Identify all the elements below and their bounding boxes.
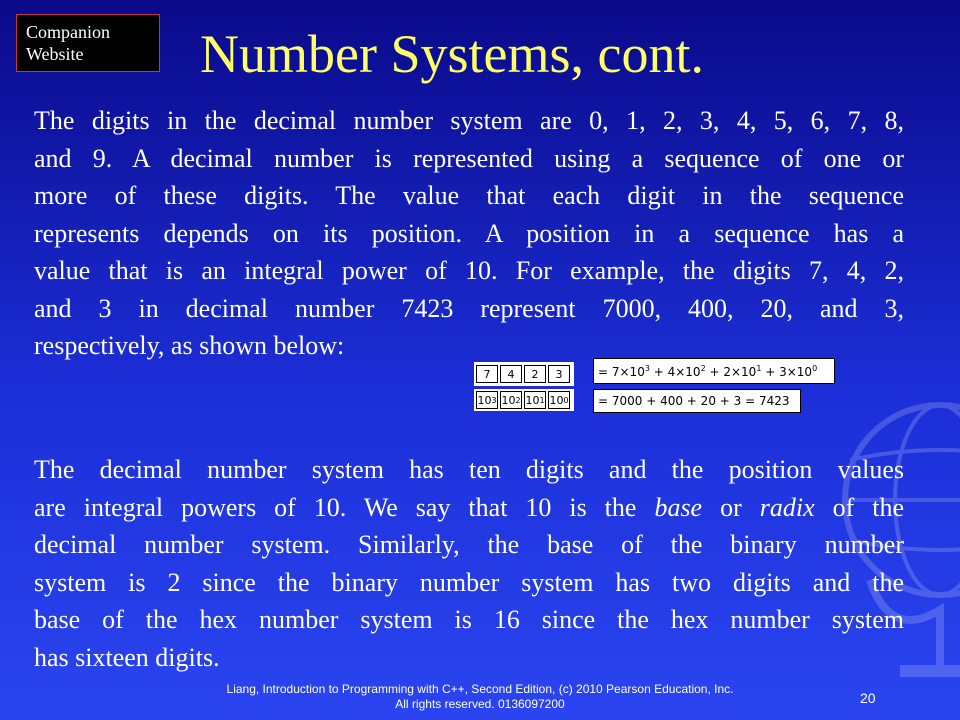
companion-line1: Companion xyxy=(26,22,110,42)
footer-line1: Liang, Introduction to Programming with C++, Second Edition, (c) 2010 Pearson Education, Inc. xyxy=(226,682,734,696)
eq1-term: + 4×10 xyxy=(649,365,701,379)
eq1-term: + 2×10 xyxy=(705,365,757,379)
p2-line: base of the hex number system is 16 since the hex number system xyxy=(34,605,904,634)
p1-line: value that is an integral power of 10. For example, the digits 7, 4, 2, xyxy=(34,256,904,285)
digit-cell: 7 xyxy=(476,365,498,383)
eq1-exp: 0 xyxy=(812,364,818,373)
term-radix: radix xyxy=(759,492,815,522)
power-exponent: 2 xyxy=(515,395,521,405)
p1-line: represents depends on its position. A position in a sequence has a xyxy=(34,218,904,248)
p2-text: are integral powers of 10. We say that 10 is the xyxy=(34,492,655,522)
power-cell xyxy=(524,391,546,409)
power-exponent: 0 xyxy=(563,395,569,405)
p2-line xyxy=(34,489,904,527)
footer-copyright xyxy=(150,682,810,712)
sum-equation: = 7000 + 400 + 20 + 3 = 7423 xyxy=(593,389,801,413)
power-exponent: 3 xyxy=(491,395,497,405)
eq1-exp: 1 xyxy=(756,364,762,373)
digit-cell: 4 xyxy=(500,365,522,383)
paragraph-1 xyxy=(34,102,904,365)
power-cell xyxy=(500,391,522,409)
term-base: base xyxy=(654,492,703,522)
page-number: 20 xyxy=(860,690,876,706)
companion-line2: Website xyxy=(26,44,84,64)
companion-website-link[interactable] xyxy=(16,14,160,72)
power-table xyxy=(474,389,574,411)
p2-line: system is 2 since the binary number system has two digits and the xyxy=(34,567,904,597)
p2-line: decimal number system. Similarly, the base of the binary number xyxy=(34,530,904,559)
p1-line: more of these digits. The value that each digit in the sequence xyxy=(34,181,904,210)
eq1-exp: 3 xyxy=(644,364,650,373)
paragraph-2 xyxy=(34,451,904,676)
eq1-term: + 3×10 xyxy=(761,365,813,379)
power-base: 10 xyxy=(477,393,492,407)
power-cell xyxy=(548,391,570,409)
p1-line: and 9. A decimal number is represented using a sequence of one or xyxy=(34,143,904,173)
p2-text: of the xyxy=(814,492,905,522)
footer-line2: All rights reserved. 0136097200 xyxy=(395,697,565,711)
power-cell xyxy=(476,391,498,409)
p2-line: has sixteen digits. xyxy=(34,642,220,672)
eq1-exp: 2 xyxy=(700,364,706,373)
p1-line: respectively, as shown below: xyxy=(34,331,345,360)
digit-table xyxy=(474,362,574,386)
power-base: 10 xyxy=(549,393,564,407)
p1-line: and 3 in decimal number 7423 represent 7000, 400, 20, and 3, xyxy=(34,293,904,323)
slide-title: Number Systems, cont. xyxy=(200,24,704,84)
power-exponent: 1 xyxy=(539,395,545,405)
p1-line: The digits in the decimal number system are 0, 1, 2, 3, 4, 5, 6, 7, 8, xyxy=(34,106,904,135)
digit-cell: 2 xyxy=(524,365,546,383)
power-base: 10 xyxy=(525,393,540,407)
p2-line: The decimal number system has ten digits and the position values xyxy=(34,455,904,484)
eq1-prefix: = 7×10 xyxy=(598,365,645,379)
digit-cell: 3 xyxy=(548,365,570,383)
p2-text: or xyxy=(702,492,760,522)
expansion-equation xyxy=(593,358,835,384)
power-base: 10 xyxy=(501,393,516,407)
